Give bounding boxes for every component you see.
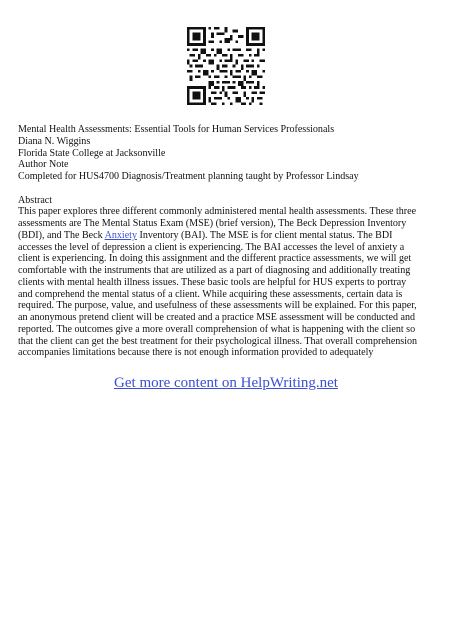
qr-code-icon: [187, 27, 265, 105]
abstract-line: an anonymous pretend client will be created and a practice MSE assessment will be conducted and: [18, 312, 415, 323]
paper-content: [18, 124, 436, 359]
abstract-line-with-link: [18, 230, 436, 242]
abstract-line: accesses the level of depression a client is experiencing. The BAI accesses the level of anxiety a: [18, 241, 405, 253]
abstract-line-prefix: (BDI), and The Beck: [18, 229, 105, 241]
institution-name: Florida State College at Jacksonville: [18, 147, 166, 159]
completion-note: Completed for HUS4700 Diagnosis/Treatment planning taught by Professor Lindsay: [18, 171, 359, 182]
abstract-line: clients with mental health illness issues. These basic tools are helpful for HUS experts to portray: [18, 276, 407, 288]
author-name: Diana N. Wiggins: [18, 135, 91, 147]
abstract-line: assessments are The Mental Status Exam (MSE) (brief version), The Beck Depression Inventory: [18, 218, 407, 229]
abstract-line: required. The purpose, value, and usefulness of these assessments will be explained. For this paper,: [18, 300, 417, 312]
abstract-line: and comprehend the mental status of a client. While acquiring these assessments, certain data is: [18, 288, 403, 300]
abstract-line: client is experiencing. In doing this assignment and the different practice assessments, we will get: [18, 253, 412, 265]
abstract-heading: Abstract: [18, 194, 53, 206]
abstract-body: [18, 206, 436, 359]
helpwriting-link[interactable]: Get more content on HelpWriting.net: [114, 375, 338, 391]
abstract-line-suffix: Inventory (BAI). The MSE is for client mental status. The BDI: [136, 229, 393, 241]
abstract-line: accompanies limitations because there is not enough information provided to adequately: [18, 347, 374, 359]
abstract-line: This paper explores three different commonly administered mental health assessments. These three: [18, 206, 417, 218]
abstract-line: reported. The outcomes give a more overall comprehension of what is happening with the client so: [18, 323, 416, 335]
abstract-line: that the client can get the best treatment for their psychological illness. That overall comprehension: [18, 335, 418, 347]
footer-link-container: [0, 374, 452, 392]
author-note-heading: Author Note: [18, 159, 69, 171]
anxiety-link[interactable]: Anxiety: [104, 229, 137, 241]
section-spacer: [18, 183, 436, 195]
paper-title: Mental Health Assessments: Essential Tools for Human Services Professionals: [18, 124, 335, 135]
abstract-line: comfortable with the instruments that are utilized as a part of diagnosing and additionally treating: [18, 265, 411, 276]
